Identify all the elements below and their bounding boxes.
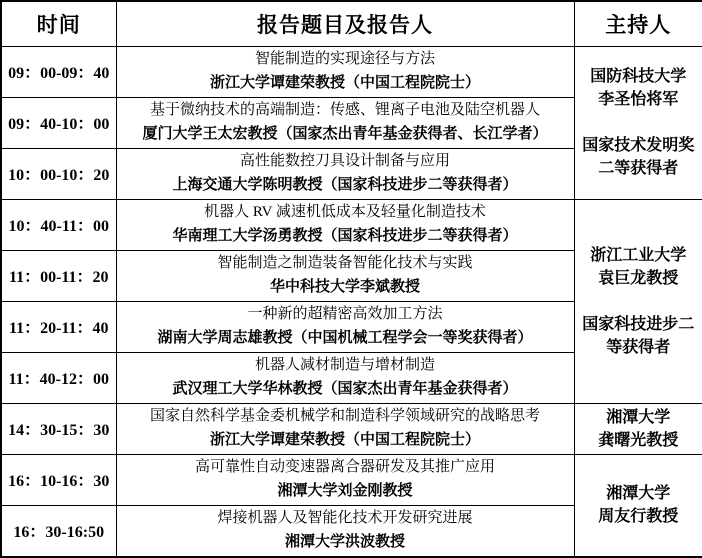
talk-speaker: 湘潭大学洪波教授 (284, 533, 405, 550)
header-talk: 报告题目及报告人 (116, 1, 574, 46)
time-cell: 16：10-16：30 (1, 454, 116, 505)
talk-speaker: 湖南大学周志雄教授（中国机械工程学会一等奖获得者） (157, 329, 533, 346)
chair-line: 湘潭大学 (606, 485, 671, 502)
time-cell: 10：40-11：00 (1, 199, 116, 250)
talk-speaker: 浙江大学谭建荣教授（中国工程院院士） (209, 74, 480, 91)
time-cell: 14：30-15：30 (1, 403, 116, 454)
talk-title: 智能制造之制造装备智能化技术与实践 (217, 254, 473, 271)
chair-line (577, 111, 701, 134)
talk-cell (116, 403, 574, 454)
talk-cell (116, 250, 574, 301)
table-row (1, 46, 702, 97)
time-cell: 09：00-09：40 (1, 46, 116, 97)
talk-title: 国家自然科学基金委机械学和制造科学领域研究的战略思考 (149, 407, 540, 424)
talk-speaker: 华中科技大学李斌教授 (269, 278, 420, 295)
chair-cell (574, 46, 702, 199)
talk-speaker: 华南理工大学汤勇教授（国家科技进步二等获得者） (172, 227, 518, 244)
talk-speaker: 武汉理工大学华林教授（国家杰出青年基金获得者） (172, 380, 518, 397)
chair-line: 周友行教授 (598, 508, 679, 525)
talk-cell (116, 148, 574, 199)
talk-speaker: 厦门大学王太宏教授（国家杰出青年基金获得者、长江学者） (142, 125, 548, 142)
chair-line: 李圣怡将军 (598, 91, 679, 108)
talk-cell (116, 199, 574, 250)
talk-title: 高性能数控刀具设计制备与应用 (239, 152, 450, 169)
talk-title: 一种新的超精密高效加工方法 (247, 305, 443, 322)
chair-line: 袁巨龙教授 (598, 269, 679, 287)
chair-line: 二等获得者 (598, 160, 679, 177)
talk-speaker: 浙江大学谭建荣教授（中国工程院院士） (209, 431, 480, 448)
talk-title: 基于微纳技术的高端制造：传感、锂离子电池及陆空机器人 (149, 101, 540, 118)
chair-line: 等获得者 (606, 338, 671, 356)
chair-line: 龚曙光教授 (598, 431, 679, 449)
time-cell: 16：30-16:50 (1, 505, 116, 557)
table-row (1, 199, 702, 250)
talk-title: 智能制造的实现途径与方法 (254, 50, 435, 67)
header-time: 时间 (1, 1, 116, 46)
talk-cell (116, 46, 574, 97)
talk-cell (116, 454, 574, 505)
chair-line: 湘潭大学 (606, 408, 671, 426)
talk-cell (116, 505, 574, 557)
time-cell: 09：40-10：00 (1, 97, 116, 148)
talk-title: 高可靠性自动变速器离合器研发及其推广应用 (194, 458, 495, 475)
chair-cell (574, 454, 702, 557)
table-row (1, 403, 702, 454)
header-chair: 主持人 (574, 1, 702, 46)
time-cell: 11：00-11：20 (1, 250, 116, 301)
table-row (1, 454, 702, 505)
chair-line (577, 290, 701, 313)
talk-speaker: 湘潭大学刘金刚教授 (277, 482, 413, 499)
talk-title: 机器人 RV 减速机低成本及轻量化制造技术 (204, 203, 486, 220)
chair-cell (574, 199, 702, 403)
time-cell: 10：00-10：20 (1, 148, 116, 199)
chair-line: 国防科技大学 (590, 68, 687, 85)
time-cell: 11：20-11：40 (1, 301, 116, 352)
talk-title: 机器人减材制造与增材制造 (254, 356, 435, 373)
time-cell: 11：40-12：00 (1, 352, 116, 403)
chair-cell (574, 403, 702, 454)
chair-line: 国家技术发明奖 (582, 137, 695, 154)
talk-cell (116, 97, 574, 148)
chair-line: 浙江工业大学 (590, 246, 687, 264)
header-row (1, 1, 702, 46)
chair-line: 国家科技进步二 (582, 315, 695, 333)
talk-cell (116, 352, 574, 403)
talk-title: 焊接机器人及智能化技术开发研究进展 (217, 509, 473, 526)
talk-speaker: 上海交通大学陈明教授（国家科技进步二等获得者） (172, 176, 518, 193)
talk-cell (116, 301, 574, 352)
